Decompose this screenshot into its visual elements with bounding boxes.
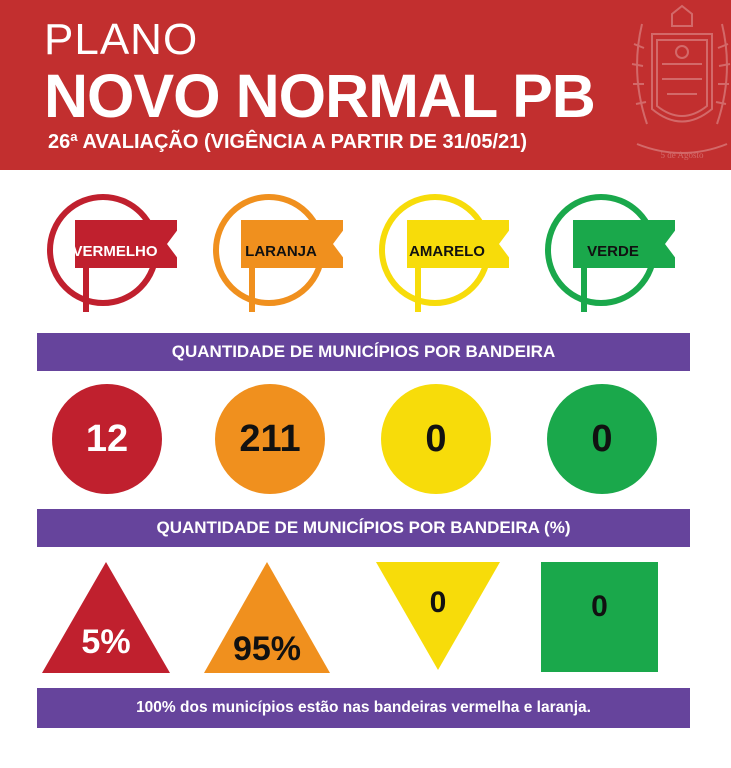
count-laranja: 211 <box>215 384 325 494</box>
band-percent: QUANTIDADE DE MUNICÍPIOS POR BANDEIRA (%) <box>37 509 690 547</box>
flag-label-laranja: LARANJA <box>245 243 317 260</box>
percent-amarelo: 0 <box>429 586 447 619</box>
header-title: NOVO NORMAL PB <box>44 62 595 130</box>
percent-vermelho: 5% <box>81 623 131 661</box>
count-verde: 0 <box>547 384 657 494</box>
flag-label-amarelo: AMARELO <box>409 243 485 260</box>
header-plano: PLANO <box>44 15 199 64</box>
coat-of-arms-icon <box>612 4 731 166</box>
flag-label-vermelho: VERMELHO <box>72 243 158 260</box>
header-subtitle: 26ª AVALIAÇÃO (VIGÊNCIA A PARTIR DE 31/05/21) <box>48 131 527 153</box>
count-vermelho: 12 <box>52 384 162 494</box>
percent-laranja: 95% <box>232 630 302 668</box>
header-banner <box>0 0 731 170</box>
crest-text: 5 de Agosto <box>660 150 704 160</box>
count-amarelo: 0 <box>381 384 491 494</box>
band-counts: QUANTIDADE DE MUNICÍPIOS POR BANDEIRA <box>37 333 690 371</box>
flag-label-verde: VERDE <box>587 243 639 260</box>
percent-verde: 0 <box>591 590 608 623</box>
footer-note: 100% dos municípios estão nas bandeiras vermelha e laranja. <box>37 688 690 728</box>
